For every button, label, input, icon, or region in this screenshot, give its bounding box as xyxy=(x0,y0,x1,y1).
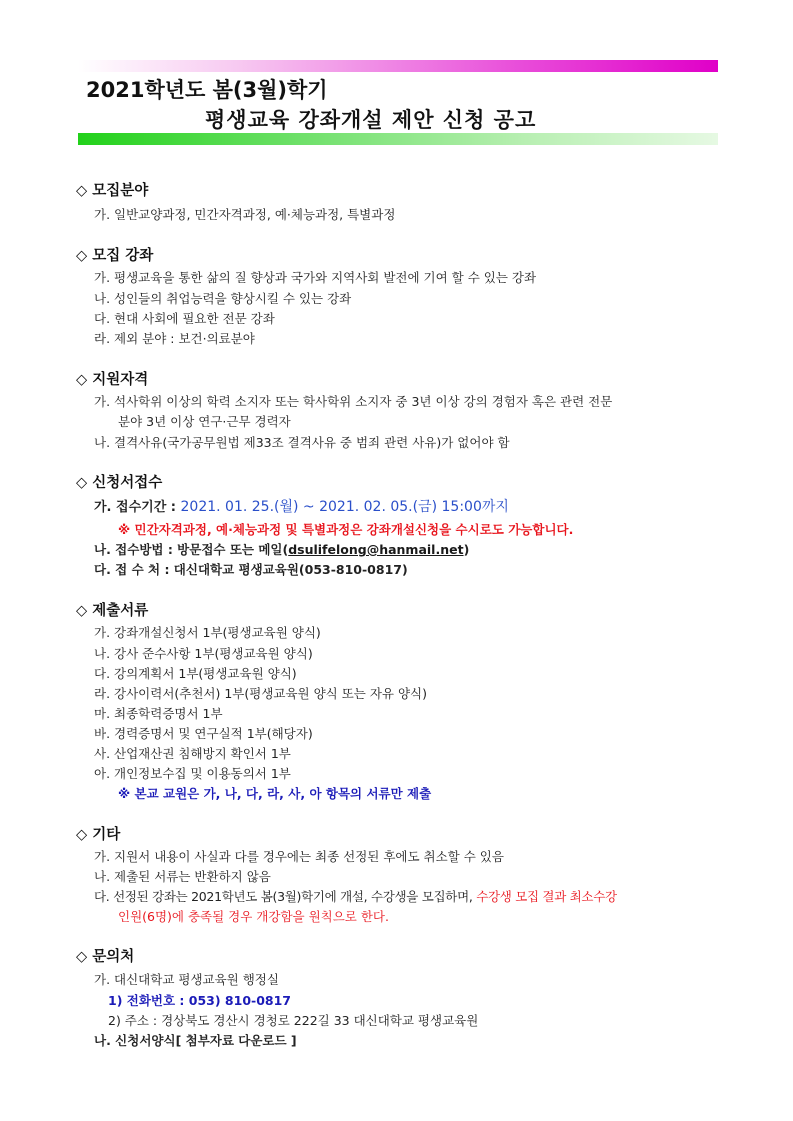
course-item: 라. 제외 분야 : 보건·의료분야 xyxy=(94,331,255,346)
documents-note: ※ 본교 교원은 가, 나, 다, 라, 사, 아 항목의 서류만 제출 xyxy=(118,786,432,801)
etc-item-3 xyxy=(94,887,617,905)
document-item: 나. 강사 준수사항 1부(평생교육원 양식) xyxy=(94,646,313,661)
form-label: 나. 신청서양식 xyxy=(94,1033,176,1048)
method-close: ) xyxy=(463,542,470,557)
contact-form xyxy=(94,1031,297,1049)
section-heading-courses: ◇ 모집 강좌 xyxy=(76,248,154,264)
field-item: 가. 일반교양과정, 민간자격과정, 예·체능과정, 특별과정 xyxy=(94,207,396,222)
document-item: 가. 강좌개설신청서 1부(평생교육원 양식) xyxy=(94,625,321,640)
section-heading-etc: ◇ 기타 xyxy=(76,827,121,843)
method-label: 나. 접수방법 : 방문접수 또는 메일( xyxy=(94,542,289,557)
application-note: ※ 민간자격과정, 예·체능과정 및 특별과정은 강좌개설신청을 수시로도 가능합니다. xyxy=(118,522,574,537)
period-value: 2021. 01. 25.(월) ~ 2021. 02. 05.(금) 15:00까지 xyxy=(180,499,509,515)
attachment-download-link[interactable]: [ 첨부자료 다운로드 ] xyxy=(175,1033,297,1048)
course-item: 나. 성인들의 취업능력을 향상시킬 수 있는 강좌 xyxy=(94,291,352,306)
document-item: 마. 최종학력증명서 1부 xyxy=(94,706,223,721)
title-line-1: 2021학년도 봄(3월)학기 xyxy=(86,78,328,102)
document-item: 다. 강의계획서 1부(평생교육원 양식) xyxy=(94,666,297,681)
qualification-item: 가. 석사학위 이상의 학력 소지자 또는 학사학위 소지자 중 3년 이상 강의 경험자 혹은 관련 전문 xyxy=(94,394,613,409)
course-item: 가. 평생교육을 통한 삶의 질 향상과 국가와 지역사회 발전에 기여 할 수 있는 강좌 xyxy=(94,270,537,285)
document-item: 사. 산업재산권 침해방지 확인서 1부 xyxy=(94,746,291,761)
etc-item: 나. 제출된 서류는 반환하지 않음 xyxy=(94,869,271,884)
section-heading-documents: ◇ 제출서류 xyxy=(76,603,149,619)
document-item: 아. 개인정보수집 및 이용동의서 1부 xyxy=(94,766,291,781)
title-line-2: 평생교육 강좌개설 제안 신청 공고 xyxy=(205,108,537,132)
document-item: 라. 강사이력서(추천서) 1부(평생교육원 양식 또는 자유 양식) xyxy=(94,686,427,701)
section-heading-qualification: ◇ 지원자격 xyxy=(76,372,149,388)
section-heading-field: ◇ 모집분야 xyxy=(76,183,149,199)
title-bottom-bar xyxy=(78,133,718,145)
application-method xyxy=(94,540,469,558)
etc-item-3-highlight: 수강생 모집 결과 최소수강 xyxy=(476,889,617,904)
etc-item-3-continued: 인원(6명)에 충족될 경우 개강함을 원칙으로 한다. xyxy=(118,909,389,924)
contact-address: 2) 주소 : 경상북도 경산시 경청로 222길 33 대신대학교 평생교육원 xyxy=(108,1013,479,1028)
etc-item: 가. 지원서 내용이 사실과 다를 경우에는 최종 선정된 후에도 취소할 수 있음 xyxy=(94,849,504,864)
email-link[interactable]: dsulifelong@hanmail.net xyxy=(288,542,464,557)
course-item: 다. 현대 사회에 필요한 전문 강좌 xyxy=(94,311,275,326)
section-heading-application: ◇ 신청서접수 xyxy=(76,475,163,491)
contact-office: 가. 대신대학교 평생교육원 행정실 xyxy=(94,972,279,987)
application-period xyxy=(94,496,509,516)
contact-phone: 1) 전화번호 : 053) 810-0817 xyxy=(108,993,291,1008)
section-heading-contact: ◇ 문의처 xyxy=(76,949,135,965)
etc-item-3-text: 다. 선정된 강좌는 2021학년도 봄(3월)학기에 개설, 수강생을 모집하며, xyxy=(94,889,477,904)
document-item: 바. 경력증명서 및 연구실적 1부(해당자) xyxy=(94,726,313,741)
application-place: 다. 접 수 처 : 대신대학교 평생교육원(053-810-0817) xyxy=(94,562,408,577)
title-top-bar xyxy=(78,60,718,72)
qualification-item-continued: 분야 3년 이상 연구·근무 경력자 xyxy=(118,414,291,429)
qualification-item: 나. 결격사유(국가공무원법 제33조 결격사유 중 범죄 관련 사유)가 없어야 함 xyxy=(94,435,510,450)
period-label: 가. 접수기간 : xyxy=(94,500,181,515)
